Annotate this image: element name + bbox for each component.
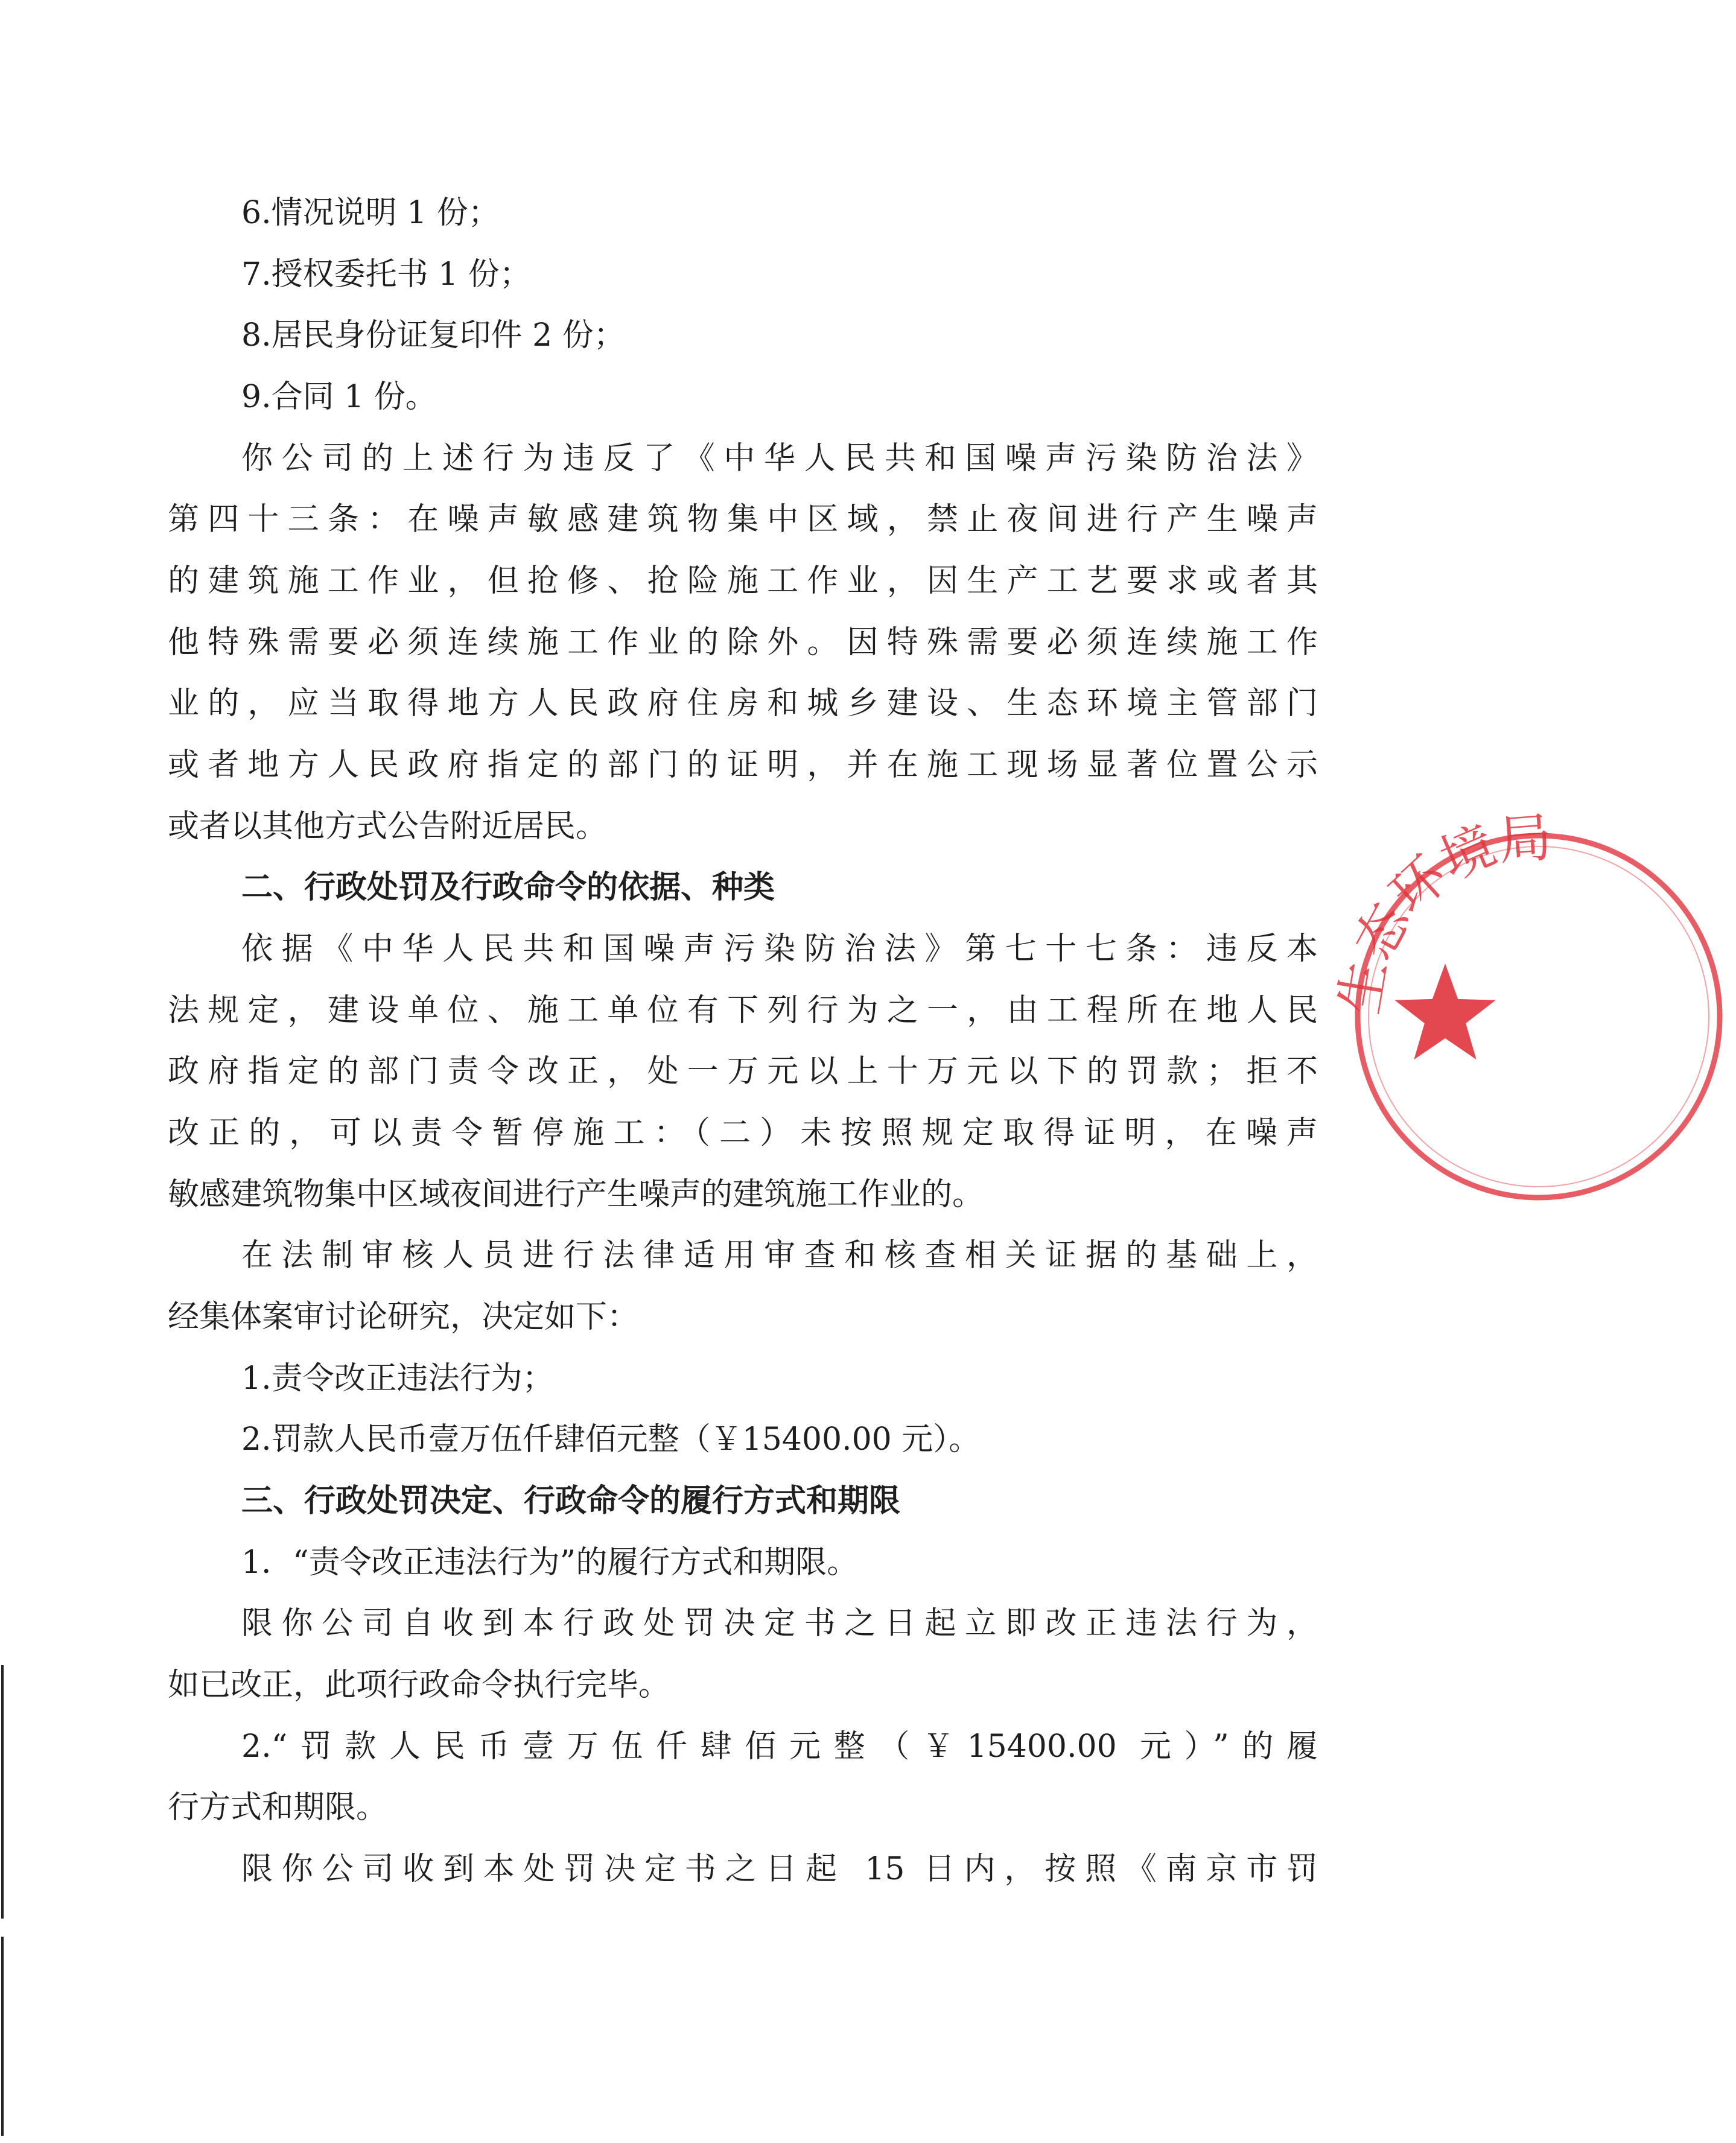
basis-paragraph-line: 政府指定的部门责令改正，处一万元以上十万元以下的罚款；拒不 <box>168 1053 1318 1090</box>
attachment-item: 9.合同 1 份。 <box>241 379 437 415</box>
attachment-item: 6.情况说明 1 份； <box>241 195 500 231</box>
basis-paragraph-line: 法规定，建设单位、施工单位有下列行为之一，由工程所在地人民 <box>168 992 1318 1029</box>
seal-text: 生态环境局 <box>1327 805 1554 1019</box>
violation-paragraph-line: 你公司的上述行为违反了《中华人民共和国噪声污染防治法》 <box>241 440 1318 477</box>
item-title: 1．“责令改正违法行为”的履行方式和期限。 <box>241 1545 859 1581</box>
star-icon <box>1394 964 1495 1059</box>
violation-paragraph-line: 或者地方人民政府指定的部门的证明，并在施工现场显著位置公示 <box>168 747 1318 783</box>
item-body-line: 如已改正，此项行政命令执行完毕。 <box>168 1667 670 1703</box>
decision-item: 1.责令改正违法行为； <box>241 1360 554 1397</box>
basis-paragraph-line: 依据《中华人民共和国噪声污染防治法》第七十七条：违反本 <box>241 931 1318 967</box>
review-paragraph-line: 经集体案审讨论研究，决定如下： <box>168 1299 639 1335</box>
item-title: 行方式和期限。 <box>168 1789 388 1826</box>
violation-paragraph-line: 或者以其他方式公告附近居民。 <box>168 808 608 845</box>
attachment-item: 8.居民身份证复印件 2 份； <box>241 317 625 354</box>
section-heading: 二、行政处罚及行政命令的依据、种类 <box>241 869 775 906</box>
review-paragraph-line: 在法制审核人员进行法律适用审查和核查相关证据的基础上， <box>241 1237 1318 1274</box>
scan-margin-mark <box>1 1937 4 2136</box>
violation-paragraph-line: 第四十三条：在噪声敏感建筑物集中区域，禁止夜间进行产生噪声 <box>168 501 1318 538</box>
violation-paragraph-line: 他特殊需要必须连续施工作业的除外。因特殊需要必须连续施工作 <box>168 624 1318 661</box>
official-seal <box>1327 805 1554 1149</box>
attachment-item: 7.授权委托书 1 份； <box>241 256 531 293</box>
section-heading: 三、行政处罚决定、行政命令的履行方式和期限 <box>241 1483 901 1519</box>
basis-paragraph-line: 改正的，可以责令暂停施工：（二）未按照规定取得证明，在噪声 <box>168 1115 1318 1151</box>
decision-item: 2.罚款人民币壹万伍仟肆佰元整（￥15400.00 元）。 <box>241 1421 981 1458</box>
item-title: 2.“罚款人民币壹万伍仟肆佰元整（￥15400.00 元）”的履 <box>241 1729 1318 1765</box>
item-body-line: 限你公司收到本处罚决定书之日起 15 日内，按照《南京市罚 <box>241 1851 1318 1887</box>
violation-paragraph-line: 的建筑施工作业，但抢修、抢险施工作业，因生产工艺要求或者其 <box>168 563 1318 599</box>
scan-margin-mark <box>1 1665 4 1919</box>
violation-paragraph-line: 业的，应当取得地方人民政府住房和城乡建设、生态环境主管部门 <box>168 685 1318 722</box>
basis-paragraph-line: 敏感建筑物集中区域夜间进行产生噪声的建筑施工作业的。 <box>168 1176 984 1213</box>
item-body-line: 限你公司自收到本行政处罚决定书之日起立即改正违法行为， <box>241 1605 1318 1642</box>
